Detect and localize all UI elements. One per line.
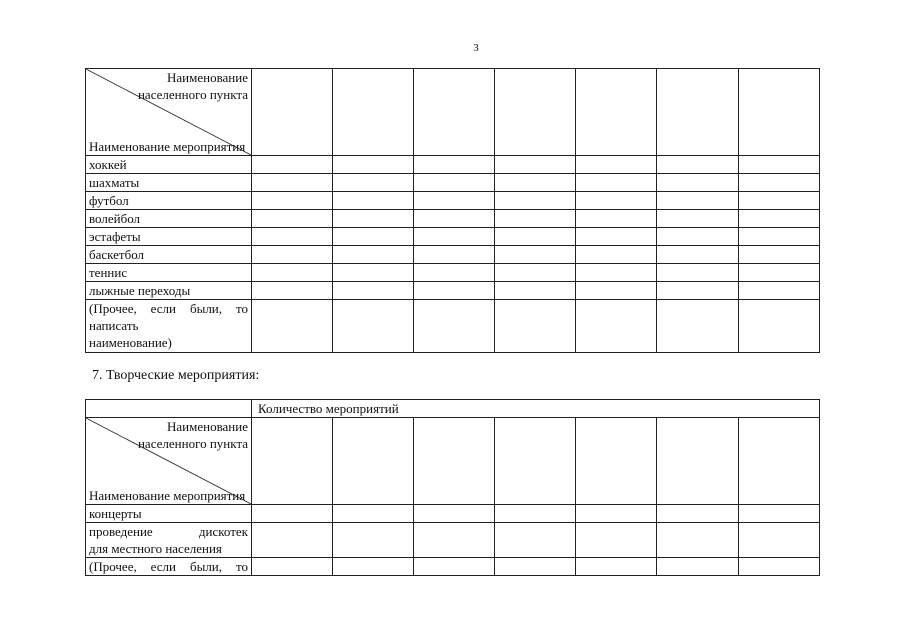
settlement-column-cell[interactable] <box>576 69 657 156</box>
data-cell[interactable] <box>414 264 495 282</box>
data-cell[interactable] <box>576 192 657 210</box>
data-cell[interactable] <box>739 282 820 300</box>
data-cell[interactable] <box>333 282 414 300</box>
data-cell[interactable] <box>414 228 495 246</box>
creative-events-table <box>85 399 820 576</box>
other-label-line: написать <box>89 318 139 333</box>
data-cell[interactable] <box>252 156 333 174</box>
disco-label-line: для местного населения <box>89 541 222 556</box>
data-cell[interactable] <box>414 523 495 558</box>
data-cell[interactable] <box>414 300 495 353</box>
data-cell[interactable] <box>414 505 495 523</box>
data-cell[interactable] <box>333 264 414 282</box>
settlement-column-cell[interactable] <box>495 418 576 505</box>
data-cell[interactable] <box>414 156 495 174</box>
event-name-header: Наименование мероприятия <box>89 488 246 503</box>
data-cell[interactable] <box>414 558 495 576</box>
data-cell[interactable] <box>495 300 576 353</box>
data-cell[interactable] <box>414 174 495 192</box>
data-cell[interactable] <box>576 300 657 353</box>
other-label-line: (Прочее, если были, то <box>89 301 248 316</box>
data-cell[interactable] <box>657 300 739 353</box>
settlement-column-cell[interactable] <box>657 69 739 156</box>
data-cell[interactable] <box>657 192 739 210</box>
data-cell[interactable] <box>576 228 657 246</box>
event-label: футбол <box>86 192 252 210</box>
data-cell[interactable] <box>576 246 657 264</box>
data-cell[interactable] <box>657 264 739 282</box>
table-row <box>86 558 820 576</box>
data-cell[interactable] <box>414 282 495 300</box>
data-cell[interactable] <box>414 246 495 264</box>
settlement-column-cell[interactable] <box>252 69 333 156</box>
data-cell[interactable] <box>739 264 820 282</box>
event-label: эстафеты <box>86 228 252 246</box>
data-cell[interactable] <box>739 246 820 264</box>
event-label: баскетбол <box>86 246 252 264</box>
data-cell[interactable] <box>495 192 576 210</box>
data-cell[interactable] <box>739 156 820 174</box>
data-cell[interactable] <box>414 210 495 228</box>
data-cell[interactable] <box>657 174 739 192</box>
section-heading: 7. Творческие мероприятия: <box>92 368 260 383</box>
data-cell[interactable] <box>333 210 414 228</box>
table-row <box>86 523 820 558</box>
data-cell[interactable] <box>495 558 576 576</box>
data-cell[interactable] <box>333 523 414 558</box>
event-count-header: Количество мероприятий <box>252 400 820 418</box>
settlement-name-header: Наименование населенного пункта <box>137 70 248 102</box>
data-cell[interactable] <box>576 174 657 192</box>
data-cell[interactable] <box>495 228 576 246</box>
data-cell[interactable] <box>739 523 820 558</box>
other-event-label: (Прочее, если были, то <box>86 558 252 576</box>
other-event-label <box>86 300 252 353</box>
data-cell[interactable] <box>576 282 657 300</box>
data-cell[interactable] <box>495 523 576 558</box>
data-cell[interactable] <box>252 192 333 210</box>
data-cell[interactable] <box>657 505 739 523</box>
data-cell[interactable] <box>495 174 576 192</box>
page-number: 3 <box>473 42 479 54</box>
data-cell[interactable] <box>739 174 820 192</box>
table-row <box>86 246 820 264</box>
data-cell[interactable] <box>495 246 576 264</box>
data-cell[interactable] <box>252 228 333 246</box>
data-cell[interactable] <box>333 300 414 353</box>
table-row <box>86 505 820 523</box>
settlement-column-cell[interactable] <box>333 69 414 156</box>
data-cell[interactable] <box>576 210 657 228</box>
data-cell[interactable] <box>657 523 739 558</box>
data-cell[interactable] <box>333 505 414 523</box>
data-cell[interactable] <box>495 505 576 523</box>
data-cell[interactable] <box>252 264 333 282</box>
sports-events-table <box>85 68 820 353</box>
event-label: теннис <box>86 264 252 282</box>
settlement-column-cell[interactable] <box>414 69 495 156</box>
table-row <box>86 228 820 246</box>
data-cell[interactable] <box>252 282 333 300</box>
data-cell[interactable] <box>739 300 820 353</box>
data-cell[interactable] <box>576 264 657 282</box>
data-cell[interactable] <box>576 156 657 174</box>
data-cell[interactable] <box>333 246 414 264</box>
data-cell[interactable] <box>252 558 333 576</box>
table-row <box>86 210 820 228</box>
settlement-column-cell[interactable] <box>252 418 333 505</box>
data-cell[interactable] <box>252 210 333 228</box>
event-label: хоккей <box>86 156 252 174</box>
data-cell[interactable] <box>576 523 657 558</box>
data-cell[interactable] <box>252 246 333 264</box>
table-row <box>86 156 820 174</box>
data-cell[interactable] <box>252 174 333 192</box>
data-cell[interactable] <box>495 264 576 282</box>
data-cell[interactable] <box>333 228 414 246</box>
data-cell[interactable] <box>495 282 576 300</box>
data-cell[interactable] <box>333 156 414 174</box>
data-cell[interactable] <box>657 558 739 576</box>
event-label: шахматы <box>86 174 252 192</box>
data-cell[interactable] <box>657 282 739 300</box>
settlement-column-cell[interactable] <box>576 418 657 505</box>
table-row <box>86 264 820 282</box>
event-label: волейбол <box>86 210 252 228</box>
data-cell[interactable] <box>739 558 820 576</box>
other-label-line: наименование) <box>89 335 172 350</box>
data-cell[interactable] <box>657 156 739 174</box>
data-cell[interactable] <box>333 192 414 210</box>
event-label: концерты <box>86 505 252 523</box>
event-name-header: Наименование мероприятия <box>89 139 246 154</box>
data-cell[interactable] <box>657 210 739 228</box>
data-cell[interactable] <box>739 505 820 523</box>
table-row <box>86 174 820 192</box>
table-row <box>86 300 820 353</box>
settlement-column-cell[interactable] <box>739 418 820 505</box>
data-cell[interactable] <box>495 156 576 174</box>
settlement-column-cell[interactable] <box>333 418 414 505</box>
data-cell[interactable] <box>252 300 333 353</box>
data-cell[interactable] <box>657 246 739 264</box>
settlement-name-header: Наименование населенного пункта <box>137 419 248 451</box>
disco-label-line: проведение дискотек <box>89 524 248 539</box>
data-cell[interactable] <box>333 174 414 192</box>
data-cell[interactable] <box>252 505 333 523</box>
event-label: лыжные переходы <box>86 282 252 300</box>
data-cell[interactable] <box>739 228 820 246</box>
table-row <box>86 192 820 210</box>
data-cell[interactable] <box>657 228 739 246</box>
data-cell[interactable] <box>414 192 495 210</box>
data-cell[interactable] <box>739 210 820 228</box>
event-label <box>86 523 252 558</box>
data-cell[interactable] <box>739 192 820 210</box>
data-cell[interactable] <box>333 558 414 576</box>
settlement-column-cell[interactable] <box>495 69 576 156</box>
settlement-column-cell[interactable] <box>739 69 820 156</box>
settlement-column-cell[interactable] <box>657 418 739 505</box>
table-row <box>86 282 820 300</box>
diagonal-header-cell <box>86 418 252 505</box>
blank-header-cell <box>86 400 252 418</box>
diagonal-header-cell <box>86 69 252 156</box>
settlement-column-cell[interactable] <box>414 418 495 505</box>
data-cell[interactable] <box>576 505 657 523</box>
data-cell[interactable] <box>252 523 333 558</box>
data-cell[interactable] <box>495 210 576 228</box>
data-cell[interactable] <box>576 558 657 576</box>
